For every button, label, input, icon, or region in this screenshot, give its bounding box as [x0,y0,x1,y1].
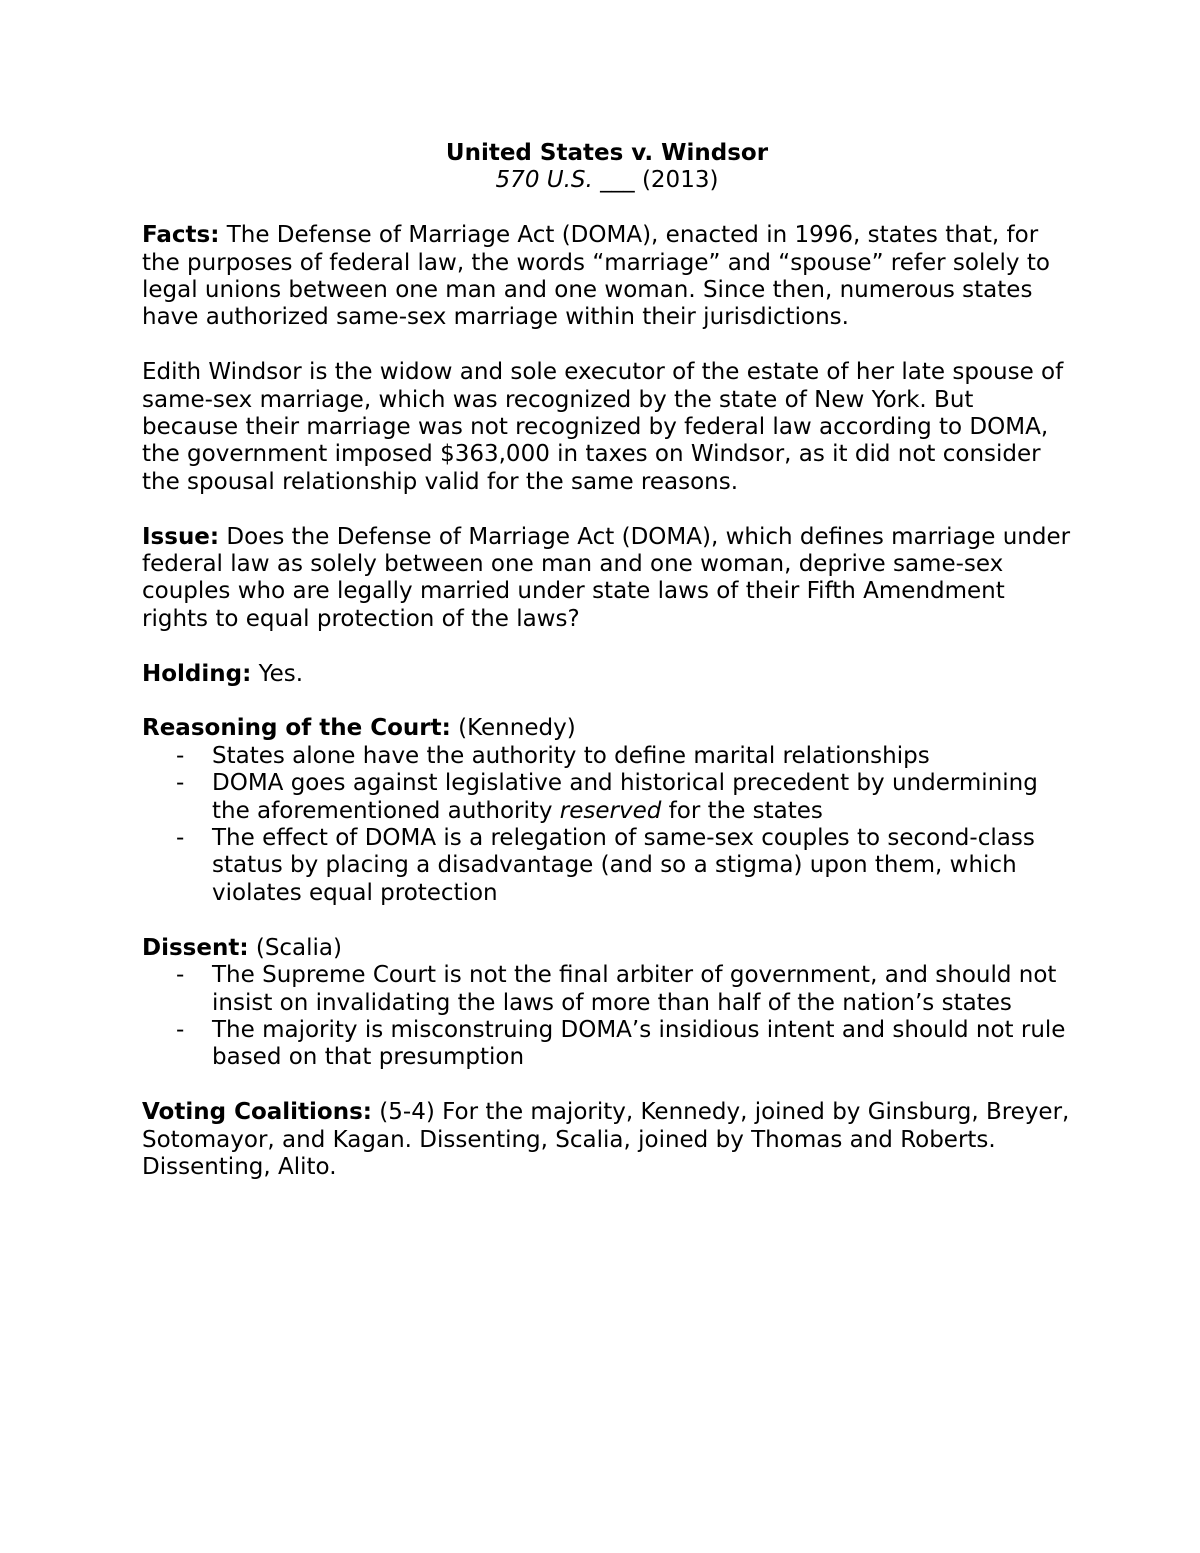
reasoning-list [142,743,1072,907]
reasoning-author: (Kennedy) [450,715,576,742]
list-item [142,770,1072,825]
reasoning-bullet-2-pre: DOMA goes against legislative and historical precedent by undermining the aforementioned authority [212,770,1038,824]
citation-reporter: 570 U.S. [495,167,593,194]
dissent-bullet-2: The majority is misconstruing DOMA’s insidious intent and should not rule based on that presumption [212,1016,1066,1071]
reasoning-bullet-2-post: for the states [661,797,823,824]
issue-text: Does the Defense of Marriage Act (DOMA), which defines marriage under federal law as solely between one man and one woman, deprive same-sex couples who are legally married under state laws of their Fifth Amendment rights to equal protection of the laws? [142,523,1071,632]
facts-label: Facts: [142,222,220,249]
dissent-list [142,962,1072,1072]
list-item [142,962,1072,1017]
bullet-dash: - [176,770,185,797]
reasoning-bullet-3: The effect of DOMA is a relegation of same-sex couples to second-class status by placing a disadvantage (and so a stigma) upon them, which violates equal protection [212,825,1035,906]
bullet-dash: - [176,962,185,989]
list-item [142,825,1072,907]
holding-label: Holding: [142,660,252,687]
facts-text: The Defense of Marriage Act (DOMA), enacted in 1996, states that, for the purposes of federal law, the words “marriage” and “spouse” refer solely to legal unions between one man and one woman. Since then, numerous states have authorized same-sex marriage within their jurisdictions. [142,222,1050,331]
case-citation [142,167,1072,194]
issue-label: Issue: [142,523,220,550]
list-item [142,1017,1072,1072]
reasoning-bullet-2-emphasis: reserved [559,797,662,824]
dissent-heading [142,935,1072,962]
bullet-dash: - [176,742,185,769]
holding-paragraph [142,661,1072,688]
reasoning-bullet-1: States alone have the authority to define marital relationships [212,742,930,769]
facts-paragraph-2: Edith Windsor is the widow and sole executor of the estate of her late spouse of same-sex marriage, which was recognized by the state of New York. But because their marriage was not recognized by federal law according to DOMA, the government imposed $363,000 in taxes on Windsor, as it did not consider the spousal relationship valid for the same reasons. [142,359,1064,495]
reasoning-heading [142,715,1072,742]
citation-rest: ___ (2013) [592,167,719,194]
facts-paragraph [142,222,1072,332]
list-item [142,743,1072,770]
bullet-dash: - [176,1016,185,1043]
dissent-bullet-1: The Supreme Court is not the final arbiter of government, and should not insist on invalidating the laws of more than half of the nation’s states [212,962,1057,1016]
voting-label: Voting Coalitions: [142,1099,372,1126]
reasoning-label: Reasoning of the Court: [142,715,451,742]
voting-paragraph [142,1099,1072,1181]
dissent-label: Dissent: [142,934,249,961]
document-page [142,140,1072,1181]
dissent-author: (Scalia) [248,934,343,961]
bullet-dash: - [176,825,185,852]
issue-paragraph [142,524,1072,634]
case-title: United States v. Windsor [445,140,769,166]
voting-text: (5-4) For the majority, Kennedy, joined by Ginsburg, Breyer, Sotomayor, and Kagan. Dissenting, Scalia, joined by Thomas and Roberts. Dissenting, Alito. [142,1099,1070,1180]
holding-text: Yes. [251,660,304,687]
